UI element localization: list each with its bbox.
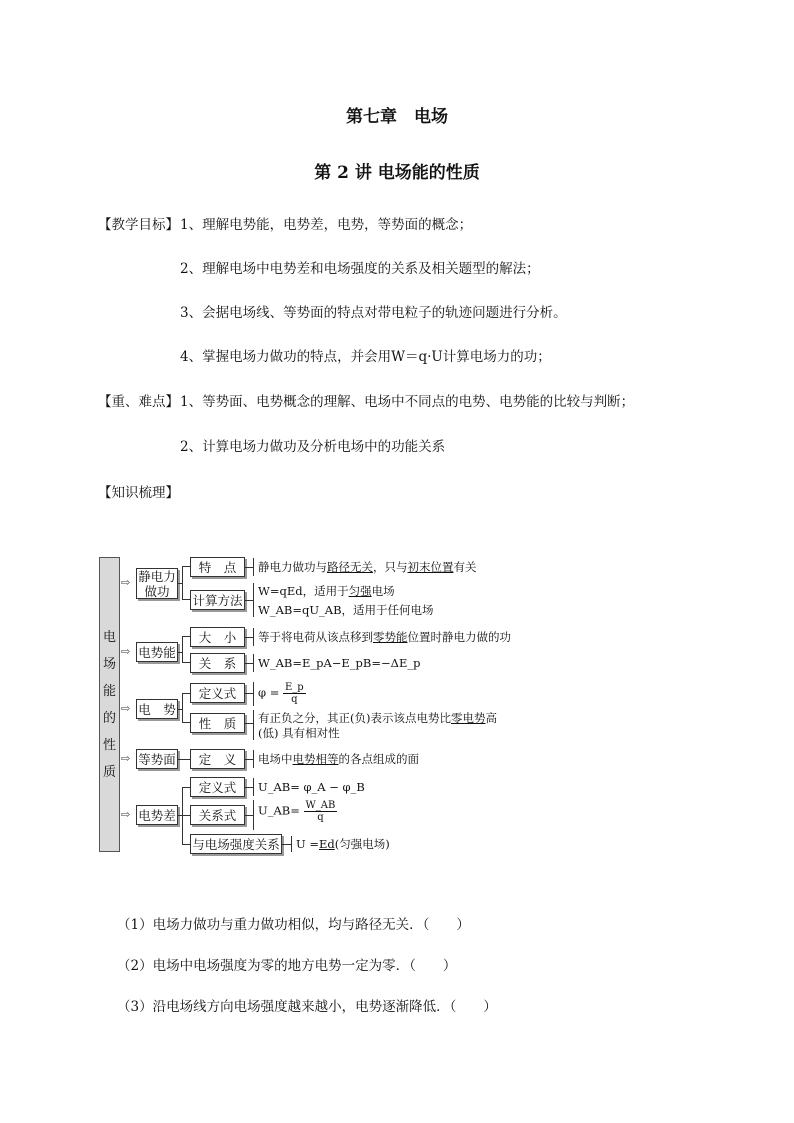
concept-map-root	[99, 557, 120, 852]
objectives-label: 【教学目标】	[98, 217, 179, 233]
node-potential-energy: 电势能	[136, 642, 178, 662]
node-voltage: 电势差	[136, 805, 178, 825]
keypoint-2: 2、计算电场力做功及分析电场中的功能关系	[180, 439, 446, 455]
objective-1: 1、理解电势能，电势差，电势，等势面的概念；	[180, 217, 473, 233]
node-potential: 电 势	[136, 699, 178, 719]
desc-pe-size: 等于将电荷从该点移到零势能位置时静电力做的功	[258, 630, 511, 644]
node-work: 静电力做功	[136, 568, 178, 599]
question-1: （1）电场力做功与重力做功相似，均与路径无关．（ ）	[117, 917, 470, 933]
desc-pot-def: φ = $\frac{E\_p}{q}$	[258, 682, 304, 705]
lecture-title: 第 2 讲 电场能的性质	[314, 163, 480, 183]
question-3: （3）沿电场线方向电场强度越来越小，电势逐渐降低．（ ）	[117, 999, 497, 1015]
root-char: 场	[102, 656, 116, 672]
arrow-icon: ⇨	[121, 752, 131, 765]
sub-pot-def: 定义式	[190, 683, 245, 703]
chapter-title: 第七章 电场	[346, 107, 448, 127]
question-2: （2）电场中电场强度为零的地方电势一定为零．（ ）	[117, 958, 457, 974]
keypoints-label: 【重、难点】	[98, 394, 179, 410]
desc-v-field: U =Ed(匀强电场)	[296, 837, 390, 851]
root-char: 电	[102, 629, 116, 645]
arrow-icon: ⇨	[121, 645, 131, 658]
sub-v-relation: 关系式	[190, 805, 245, 825]
desc-work-calc-1: W=qEd，适用于匀强电场	[258, 584, 395, 598]
desc-work-calc-2: W_AB=qU_AB，适用于任何电场	[258, 603, 434, 617]
sub-work-feature: 特 点	[190, 557, 245, 577]
sub-work-calc: 计算方法	[190, 590, 245, 610]
arrow-icon: ⇨	[121, 702, 131, 715]
desc-eq-def: 电场中电势相等的各点组成的面	[258, 752, 419, 766]
node-equipotential: 等势面	[136, 749, 178, 769]
root-char: 质	[102, 764, 116, 780]
desc-v-def: U_AB= φ_A − φ_B	[258, 780, 365, 794]
sub-eq-def: 定 义	[190, 749, 245, 769]
root-char: 性	[102, 737, 116, 753]
knowledge-label: 【知识梳理】	[98, 485, 179, 501]
desc-v-relation: U_AB= $\frac{W\_AB}{q}$	[258, 800, 336, 823]
arrow-icon: ⇨	[121, 808, 131, 821]
desc-pot-nature-1: 有正负之分，其正(负)表示该点电势比零电势高	[258, 711, 497, 725]
desc-work-feature: 静电力做功与路径无关，只与初末位置有关	[258, 560, 477, 574]
sub-v-def: 定义式	[190, 777, 245, 797]
sub-pe-relation: 关 系	[190, 653, 245, 673]
root-char: 的	[102, 710, 116, 726]
root-char: 能	[102, 683, 116, 699]
desc-pot-nature-2: (低) 具有相对性	[258, 726, 340, 740]
objective-3: 3、会据电场线、等势面的特点对带电粒子的轨迹问题进行分析。	[180, 305, 567, 321]
sub-pe-size: 大 小	[190, 627, 245, 647]
sub-v-field: 与电场强度关系	[190, 834, 282, 854]
objective-4: 4、掌握电场力做功的特点，并会用W＝q·U计算电场力的功；	[180, 349, 551, 365]
desc-pe-relation: W_AB=E_pA−E_pB=−ΔE_p	[258, 656, 421, 670]
keypoint-1: 1、等势面、电势概念的理解、电场中不同点的电势、电势能的比较与判断；	[180, 394, 635, 410]
arrow-icon: ⇨	[121, 576, 131, 589]
objective-2: 2、理解电场中电势差和电场强度的关系及相关题型的解法；	[180, 261, 540, 277]
sub-pot-nature: 性 质	[190, 713, 245, 733]
